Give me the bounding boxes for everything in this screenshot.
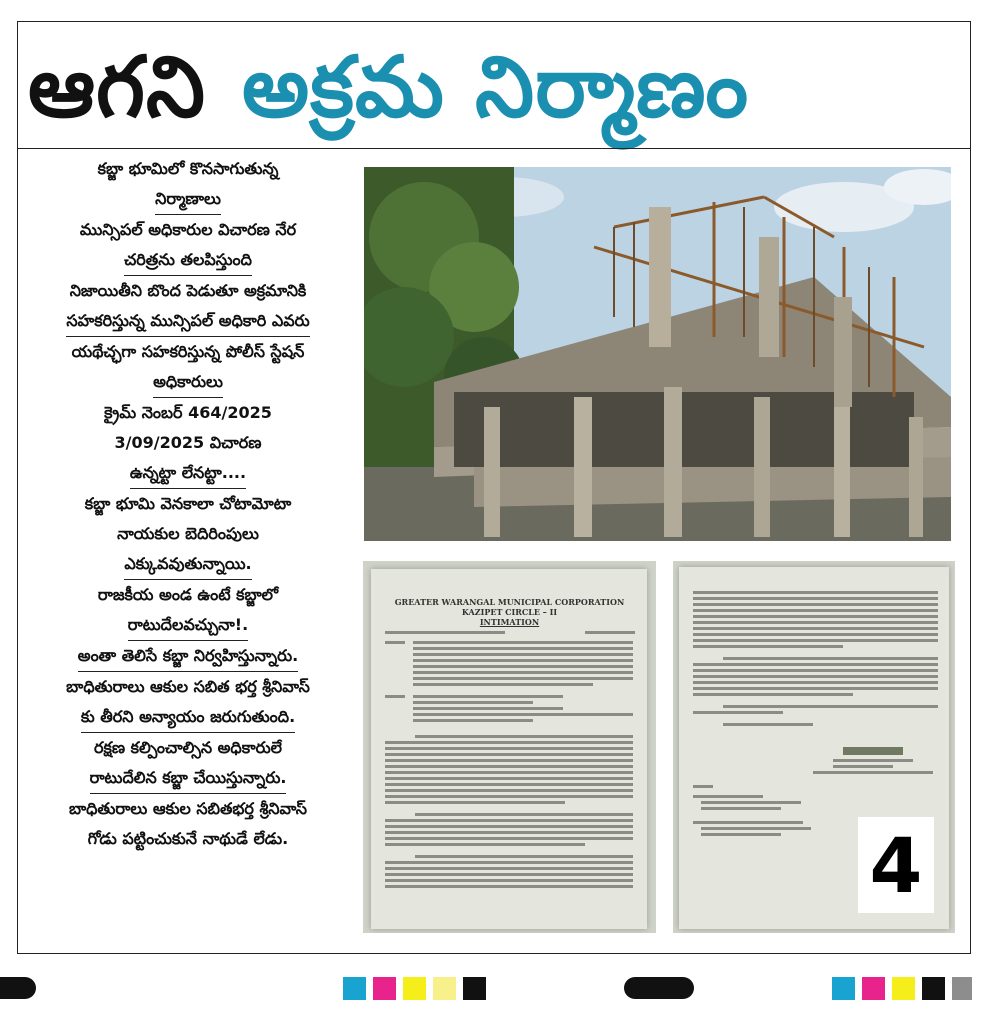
- story-line: క్రైమ్ నెంబర్ 464/2025: [104, 403, 272, 422]
- story-line: బాధితురాలు ఆకుల సబిత భర్త శ్రీనివాస్: [66, 677, 310, 696]
- color-swatch: [922, 977, 945, 1000]
- color-swatch: [952, 977, 972, 1000]
- story-line: యథేచ్ఛగా సహకరిస్తున్న పోలీస్ స్టేషన్: [71, 342, 305, 361]
- story-line: రాజకీయ అండ ఉంటే కబ్జాలో: [97, 585, 279, 604]
- page-number-box: [858, 817, 934, 913]
- headline-part-accent: అక్రమ నిర్మాణం: [241, 38, 750, 136]
- story-line-text: సహకరిస్తున్న మున్సిపల్ అధికారి ఎవరు: [66, 306, 309, 337]
- story-line-text: రాటుదేలిన కబ్జా చేయిస్తున్నారు.: [90, 763, 287, 794]
- story-line-text: కు తీరని అన్యాయం జరుగుతుంది.: [81, 702, 295, 733]
- page-number: 4: [869, 820, 923, 910]
- story-line: బాధితురాలు ఆకుల సబితభర్త శ్రీనివాస్: [68, 799, 308, 818]
- story-line: [79, 702, 297, 733]
- story-line: కబ్జా భూమిలో కొనసాగుతున్న: [97, 159, 279, 178]
- print-registration-mark-right: [624, 977, 694, 999]
- headline: [28, 28, 963, 146]
- color-swatch: [373, 977, 396, 1000]
- story-line: మున్సిపల్ అధికారుల విచారణ నేర: [79, 220, 297, 239]
- story-line: 3/09/2025 విచారణ: [114, 433, 262, 452]
- print-registration-mark-left: [0, 977, 36, 999]
- color-swatch: [832, 977, 855, 1000]
- story-line-text: అధికారులు: [153, 367, 223, 398]
- story-line-text: అంతా తెలిసే కబ్జా నిర్వహిస్తున్నారు.: [78, 641, 298, 672]
- color-swatch: [892, 977, 915, 1000]
- intimation-document-page-1: [363, 561, 656, 933]
- document-subheading: KAZIPET CIRCLE – II: [461, 607, 558, 617]
- story-line: [128, 458, 248, 489]
- story-line: [88, 763, 289, 794]
- document-body-text: [385, 631, 640, 921]
- headline-rule: [17, 148, 971, 149]
- color-swatch: [403, 977, 426, 1000]
- story-line: గోడు పట్టించుకునే నాథుడే లేడు.: [87, 829, 289, 848]
- story-line: [151, 367, 225, 398]
- story-line: [122, 549, 253, 580]
- headline-part-black: ఆగని: [28, 38, 206, 136]
- story-column: [28, 150, 348, 930]
- construction-photo-image: [364, 167, 951, 541]
- story-line: రక్షణ కల్పించాల్సిన అధికారులే: [94, 738, 282, 757]
- story-line: [126, 610, 250, 641]
- color-swatch: [433, 977, 456, 1000]
- story-line: కబ్జా భూమి వెనకాలా చోటామోటా: [84, 494, 292, 513]
- story-line: [64, 306, 311, 337]
- story-line: నాయకుల బెదిరింపులు: [117, 524, 259, 543]
- color-swatch: [862, 977, 885, 1000]
- story-line: [153, 184, 223, 215]
- story-line-text: ఎక్కువవుతున్నాయి.: [124, 549, 251, 580]
- story-line: [122, 245, 254, 276]
- construction-photo: [364, 167, 951, 541]
- document-heading: GREATER WARANGAL MUNICIPAL CORPORATION: [394, 597, 625, 607]
- story-line-text: రాటుదేలవచ్చునా!.: [128, 610, 248, 641]
- color-swatch: [343, 977, 366, 1000]
- story-line-text: నిర్మాణాలు: [155, 184, 221, 215]
- document-title: INTIMATION: [479, 617, 540, 627]
- color-swatch: [463, 977, 486, 1000]
- story-line: నిజాయితీని బొంద పెడుతూ అక్రమానికి: [69, 281, 307, 300]
- story-line: [76, 641, 300, 672]
- story-line-text: ఉన్నట్టా లేనట్టా....: [130, 458, 246, 489]
- story-line-text: చరిత్రను తలపిస్తుంది: [124, 245, 252, 276]
